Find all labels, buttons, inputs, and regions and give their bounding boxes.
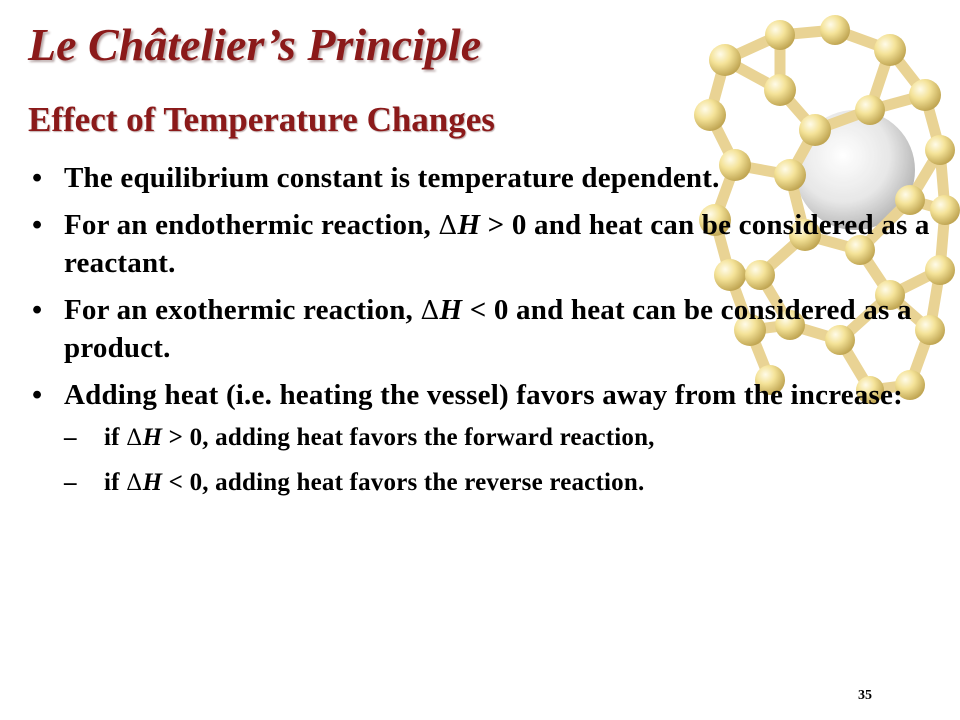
- bullet-text: Adding heat (i.e. heating the vessel) favors away from the increase:: [64, 379, 903, 411]
- bullet-marker: •: [32, 294, 43, 326]
- delta-symbol: Δ: [438, 211, 458, 241]
- slide-title: Le Châtelier’s Principle: [28, 19, 482, 70]
- sub-bullet-list: [64, 422, 931, 499]
- bullet-text: For an exothermic reaction,: [64, 294, 421, 326]
- sub-bullet-text: if: [104, 424, 127, 451]
- enthalpy-variable: H: [457, 209, 481, 241]
- sub-bullet-text: < 0, adding heat favors the reverse reaction.: [162, 469, 645, 496]
- bullet-text: The equilibrium constant is temperature dependent.: [64, 162, 720, 194]
- bullet-list: [26, 160, 931, 512]
- page-number: 35: [858, 688, 872, 703]
- enthalpy-variable: H: [142, 469, 163, 496]
- bullet-text: For an endothermic reaction,: [64, 209, 439, 241]
- sub-bullet-dash: –: [64, 424, 77, 451]
- bullet-item: [26, 160, 931, 197]
- sub-bullet-text: if: [104, 469, 127, 496]
- bullet-item: [26, 377, 931, 499]
- delta-symbol: Δ: [126, 425, 143, 451]
- enthalpy-variable: H: [142, 424, 163, 451]
- bullet-marker: •: [32, 379, 43, 411]
- delta-symbol: Δ: [420, 296, 440, 326]
- sub-bullet-text: > 0, adding heat favors the forward reaction,: [162, 424, 655, 451]
- bullet-text: > 0 and heat can be considered as a reactant.: [64, 209, 930, 279]
- sub-bullet-item: [64, 467, 931, 499]
- slide-subtitle: Effect of Temperature Changes: [28, 100, 495, 139]
- bullet-item: [26, 292, 931, 367]
- enthalpy-variable: H: [439, 294, 463, 326]
- delta-symbol: Δ: [126, 470, 143, 496]
- sub-bullet-item: [64, 422, 931, 454]
- sub-bullet-dash: –: [64, 469, 77, 496]
- bullet-marker: •: [32, 209, 43, 241]
- bullet-text: < 0 and heat can be considered as a product.: [64, 294, 912, 364]
- bullet-marker: •: [32, 162, 43, 194]
- bullet-item: [26, 207, 931, 282]
